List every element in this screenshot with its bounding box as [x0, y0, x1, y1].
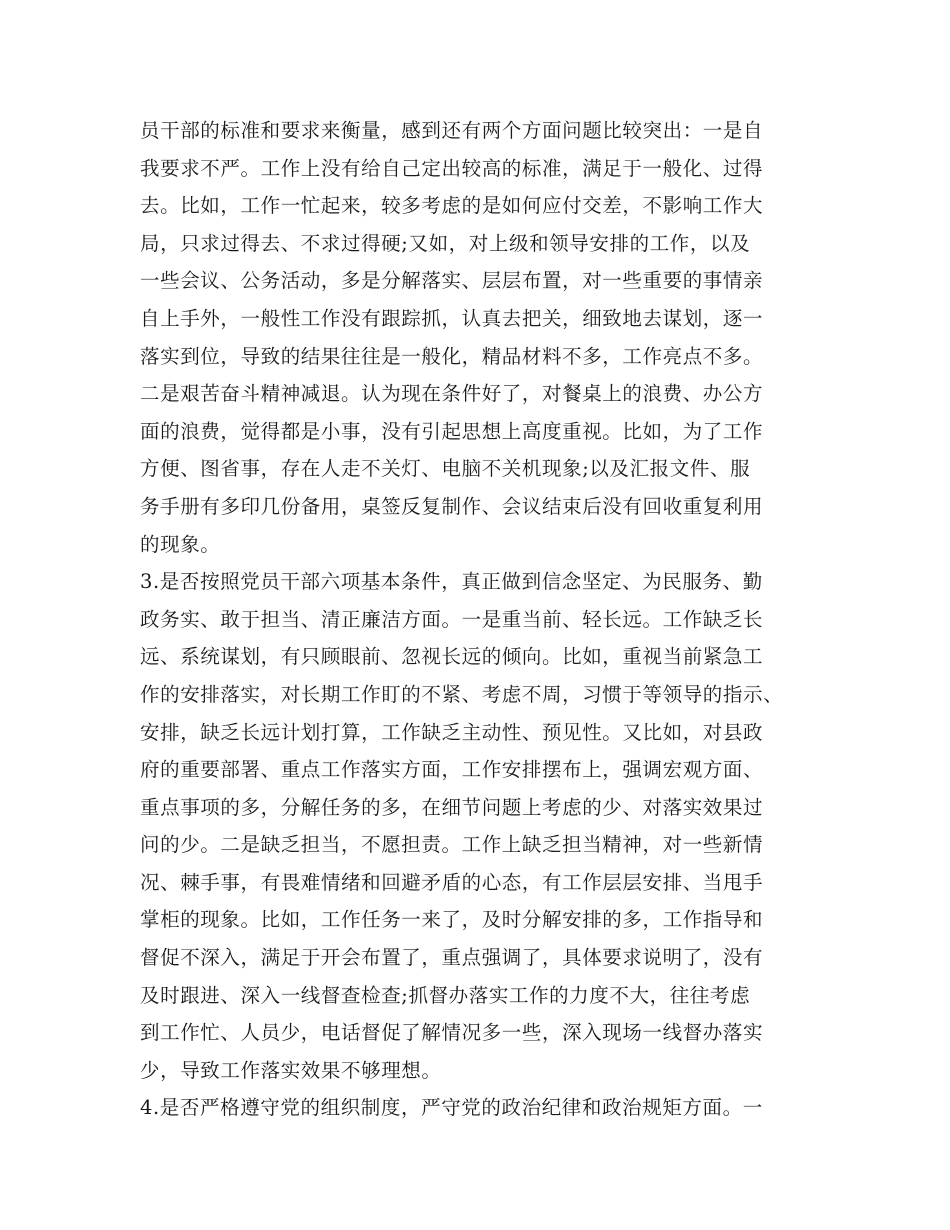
text-line: 面的浪费，觉得都是小事，没有引起思想上高度重视。比如，为了工作: [140, 419, 764, 443]
text-line: 自上手外，一般性工作没有跟踪抓，认真去把关，细致地去谋划，逐一: [140, 306, 764, 330]
text-line: 安排，缺乏长远计划打算，工作缺乏主动性、预见性。又比如，对县政: [140, 720, 764, 744]
text-line: 我要求不严。工作上没有给自己定出较高的标准，满足于一般化、过得: [140, 156, 764, 180]
text-line: 去。比如，工作一忙起来，较多考虑的是如何应付交差，不影响工作大: [140, 194, 764, 218]
body-text: [140, 112, 820, 1127]
text-line: 3.是否按照党员干部六项基本条件，真正做到信念坚定、为民服务、勤: [140, 570, 763, 594]
text-line: 务手册有多印几份备用，桌签反复制作、会议结束后没有回收重复利用: [140, 494, 764, 518]
text-line: 作的安排落实，对长期工作盯的不紧、考虑不周，习惯于等领导的指示、: [140, 682, 784, 706]
text-line: 重点事项的多，分解任务的多，在细节问题上考虑的少、对落实效果过: [140, 795, 764, 819]
text-line: 府的重要部署、重点工作落实方面，工作安排摆布上，强调宏观方面、: [140, 758, 764, 782]
text-line: 的现象。: [140, 532, 221, 556]
text-line: 二是艰苦奋斗精神减退。认为现在条件好了，对餐桌上的浪费、办公方: [140, 382, 764, 406]
text-line: 方便、图省事，存在人走不关灯、电脑不关机现象;以及汇报文件、服: [140, 457, 751, 481]
text-line: 局，只求过得去、不求过得硬;又如，对上级和领导安排的工作，以及: [140, 231, 751, 255]
text-line: 督促不深入，满足于开会布置了，重点强调了，具体要求说明了，没有: [140, 946, 764, 970]
text-line: 到工作忙、人员少，电话督促了解情况多一些，深入现场一线督办落实: [140, 1021, 764, 1045]
text-line: 况、棘手事，有畏难情绪和回避矛盾的心态，有工作层层安排、当甩手: [140, 870, 764, 894]
text-line: 问的少。二是缺乏担当，不愿担责。工作上缺乏担当精神，对一些新情: [140, 833, 764, 857]
text-line: 远、系统谋划，有只顾眼前、忽视长远的倾向。比如，重视当前紧急工: [140, 645, 764, 669]
text-line: 掌柜的现象。比如，工作任务一来了，及时分解安排的多，工作指导和: [140, 908, 764, 932]
text-line: 落实到位，导致的结果往往是一般化，精品材料不多，工作亮点不多。: [140, 344, 764, 368]
text-line: 员干部的标准和要求来衡量，感到还有两个方面问题比较突出：一是自: [140, 119, 764, 142]
text-line: 4.是否严格遵守党的组织制度，严守党的政治纪律和政治规矩方面。一: [140, 1096, 763, 1120]
text-line: 一些会议、公务活动，多是分解落实、层层布置，对一些重要的事情亲: [140, 269, 764, 293]
text-line: 政务实、敢于担当、清正廉洁方面。一是重当前、轻长远。工作缺乏长: [140, 607, 764, 631]
text-line: 少，导致工作落实效果不够理想。: [140, 1058, 442, 1082]
text-line: 及时跟进、深入一线督查检查;抓督办落实工作的力度不大，往往考虑: [140, 983, 751, 1007]
